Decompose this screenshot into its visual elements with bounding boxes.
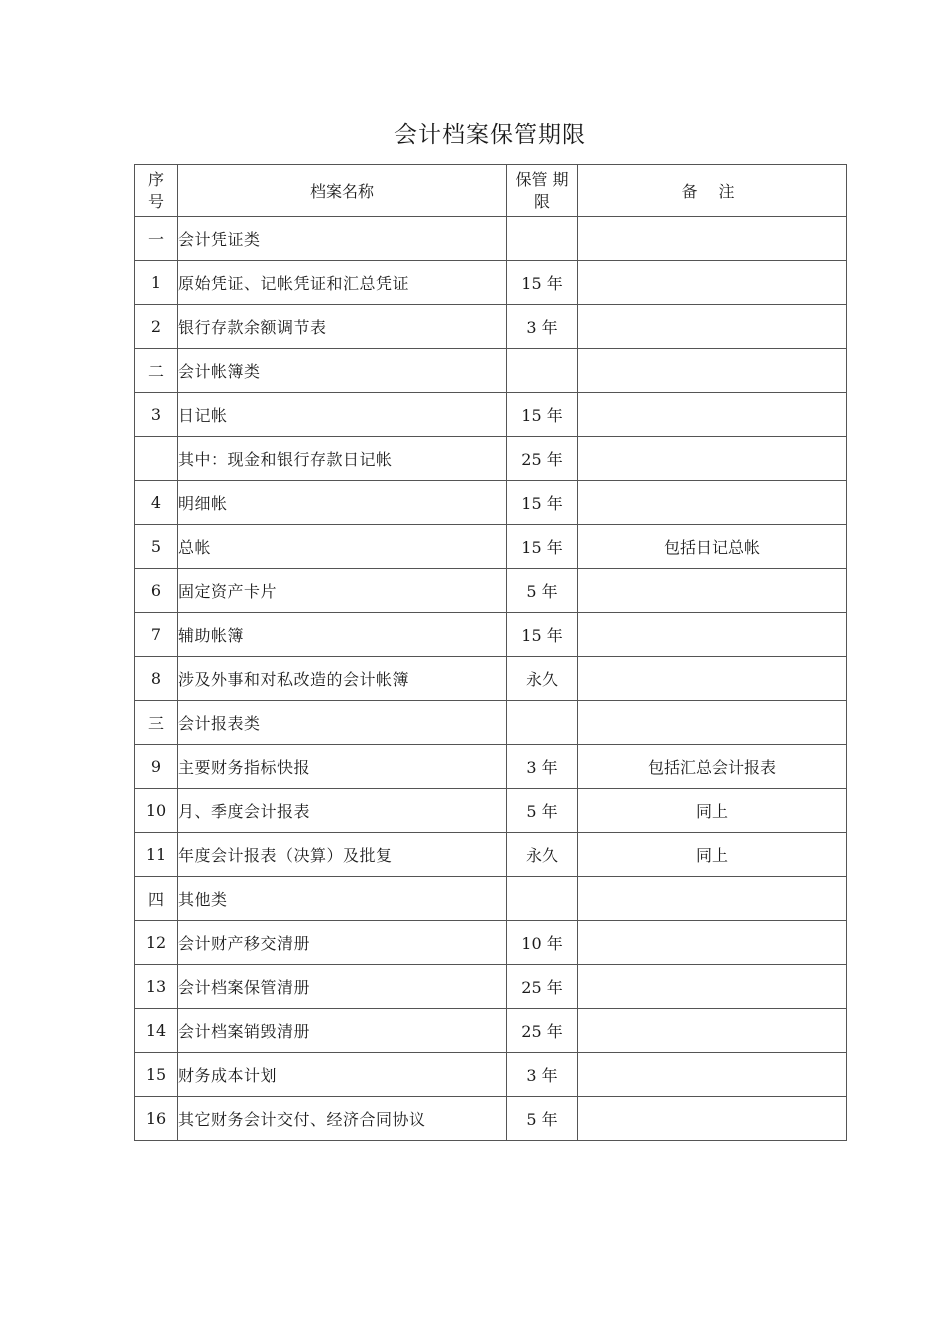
table-row <box>135 305 847 349</box>
table-row <box>135 877 847 921</box>
header-row <box>135 165 847 217</box>
row-archive-name: 会计档案销毁清册 <box>178 1009 507 1053</box>
table-row <box>135 921 847 965</box>
row-remarks: 包括日记总帐 <box>578 525 847 569</box>
header-period-line2: 限 <box>533 191 550 211</box>
row-serial-number: 6 <box>135 569 178 613</box>
row-retention-period: 5 年 <box>507 569 578 613</box>
row-retention-period: 15 年 <box>507 393 578 437</box>
header-remarks: 备 注 <box>578 165 847 217</box>
row-remarks: 同上 <box>578 833 847 877</box>
table-row <box>135 349 847 393</box>
table-row <box>135 1097 847 1141</box>
row-serial-number: 4 <box>135 481 178 525</box>
retention-table <box>134 164 847 1141</box>
table-row <box>135 1053 847 1097</box>
header-serial-number <box>135 165 178 217</box>
row-archive-name: 日记帐 <box>178 393 507 437</box>
row-archive-name: 原始凭证、记帐凭证和汇总凭证 <box>178 261 507 305</box>
table-row <box>135 613 847 657</box>
row-retention-period: 10 年 <box>507 921 578 965</box>
row-remarks <box>578 261 847 305</box>
row-serial-number: 三 <box>135 701 178 745</box>
row-serial-number: 12 <box>135 921 178 965</box>
row-archive-name: 辅助帐簿 <box>178 613 507 657</box>
header-serial-line2: 号 <box>147 191 164 211</box>
header-retention-period <box>507 165 578 217</box>
row-archive-name: 银行存款余额调节表 <box>178 305 507 349</box>
row-serial-number: 7 <box>135 613 178 657</box>
row-retention-period <box>507 349 578 393</box>
table-header <box>135 165 847 217</box>
row-retention-period: 5 年 <box>507 789 578 833</box>
row-retention-period: 15 年 <box>507 525 578 569</box>
row-remarks <box>578 701 847 745</box>
row-archive-name: 总帐 <box>178 525 507 569</box>
row-serial-number: 一 <box>135 217 178 261</box>
row-remarks <box>578 1009 847 1053</box>
row-remarks <box>578 1053 847 1097</box>
page-title: 会计档案保管期限 <box>394 122 586 148</box>
table-row <box>135 1009 847 1053</box>
row-retention-period: 3 年 <box>507 745 578 789</box>
row-retention-period: 3 年 <box>507 1053 578 1097</box>
row-archive-name: 年度会计报表（决算）及批复 <box>178 833 507 877</box>
row-serial-number: 16 <box>135 1097 178 1141</box>
header-serial-line1: 序 <box>147 169 164 189</box>
row-serial-number: 二 <box>135 349 178 393</box>
table-row <box>135 261 847 305</box>
row-remarks <box>578 437 847 481</box>
row-archive-name: 主要财务指标快报 <box>178 745 507 789</box>
row-remarks <box>578 965 847 1009</box>
row-serial-number: 14 <box>135 1009 178 1053</box>
row-archive-name: 会计财产移交清册 <box>178 921 507 965</box>
table-row <box>135 569 847 613</box>
table-row <box>135 393 847 437</box>
row-serial-number: 5 <box>135 525 178 569</box>
row-remarks <box>578 481 847 525</box>
table-row <box>135 789 847 833</box>
row-remarks <box>578 349 847 393</box>
row-archive-name: 其中：现金和银行存款日记帐 <box>178 437 507 481</box>
row-retention-period: 15 年 <box>507 261 578 305</box>
table-row <box>135 217 847 261</box>
table-row <box>135 657 847 701</box>
row-serial-number: 8 <box>135 657 178 701</box>
row-serial-number: 15 <box>135 1053 178 1097</box>
row-remarks: 包括汇总会计报表 <box>578 745 847 789</box>
row-serial-number: 2 <box>135 305 178 349</box>
row-serial-number: 10 <box>135 789 178 833</box>
row-serial-number: 13 <box>135 965 178 1009</box>
row-remarks <box>578 657 847 701</box>
row-serial-number: 11 <box>135 833 178 877</box>
table-row <box>135 481 847 525</box>
table-row <box>135 965 847 1009</box>
header-period-line1: 保管 期 <box>515 169 569 189</box>
row-serial-number: 1 <box>135 261 178 305</box>
table-row <box>135 437 847 481</box>
table-row <box>135 525 847 569</box>
row-serial-number: 四 <box>135 877 178 921</box>
row-remarks <box>578 393 847 437</box>
table-body <box>135 217 847 1141</box>
row-retention-period: 3 年 <box>507 305 578 349</box>
header-archive-name: 档案名称 <box>178 165 507 217</box>
row-remarks <box>578 305 847 349</box>
row-serial-number: 9 <box>135 745 178 789</box>
row-retention-period <box>507 877 578 921</box>
table-row <box>135 701 847 745</box>
row-retention-period <box>507 701 578 745</box>
row-archive-name: 明细帐 <box>178 481 507 525</box>
row-remarks <box>578 1097 847 1141</box>
row-archive-name: 会计档案保管清册 <box>178 965 507 1009</box>
row-archive-name: 会计凭证类 <box>178 217 507 261</box>
row-remarks <box>578 877 847 921</box>
table-row <box>135 745 847 789</box>
row-retention-period: 15 年 <box>507 613 578 657</box>
row-remarks <box>578 217 847 261</box>
row-retention-period: 25 年 <box>507 1009 578 1053</box>
row-remarks: 同上 <box>578 789 847 833</box>
row-retention-period: 15 年 <box>507 481 578 525</box>
row-archive-name: 会计报表类 <box>178 701 507 745</box>
row-retention-period: 25 年 <box>507 437 578 481</box>
row-retention-period: 5 年 <box>507 1097 578 1141</box>
row-serial-number: 3 <box>135 393 178 437</box>
row-archive-name: 财务成本计划 <box>178 1053 507 1097</box>
row-retention-period: 永久 <box>507 657 578 701</box>
row-remarks <box>578 569 847 613</box>
row-archive-name: 会计帐簿类 <box>178 349 507 393</box>
row-remarks <box>578 921 847 965</box>
row-archive-name: 固定资产卡片 <box>178 569 507 613</box>
row-archive-name: 月、季度会计报表 <box>178 789 507 833</box>
table-row <box>135 833 847 877</box>
row-remarks <box>578 613 847 657</box>
row-retention-period: 永久 <box>507 833 578 877</box>
row-archive-name: 其它财务会计交付、经济合同协议 <box>178 1097 507 1141</box>
row-retention-period <box>507 217 578 261</box>
row-serial-number <box>135 437 178 481</box>
row-archive-name: 其他类 <box>178 877 507 921</box>
row-archive-name: 涉及外事和对私改造的会计帐簿 <box>178 657 507 701</box>
row-retention-period: 25 年 <box>507 965 578 1009</box>
